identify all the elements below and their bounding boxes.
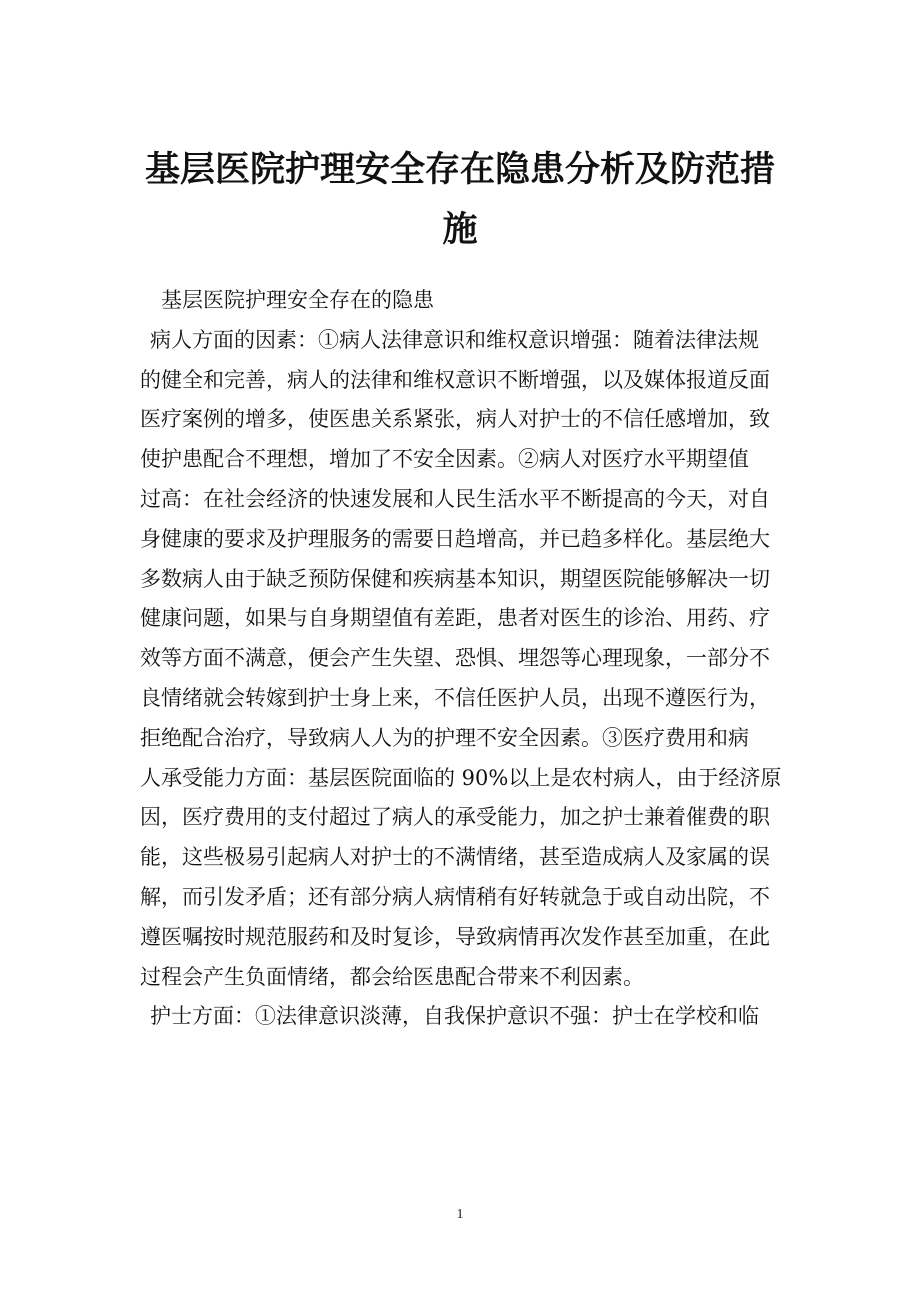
paragraph-line: 健康问题，如果与自身期望值有差距，患者对医生的诊治、用药、疗 bbox=[140, 606, 770, 631]
paragraph-line: 拒绝配合治疗，导致病人人为的护理不安全因素。③医疗费用和病 bbox=[140, 725, 749, 750]
paragraph-line: 良情绪就会转嫁到护士身上来，不信任医护人员，出现不遵医行为， bbox=[140, 685, 770, 710]
paragraph-line: 解，而引发矛盾；还有部分病人病情稍有好转就急于或自动出院，不 bbox=[140, 884, 770, 909]
title-line: 基层医院护理安全存在隐患分析及防范措 bbox=[144, 150, 775, 190]
paragraph-line: 能，这些极易引起病人对护士的不满情绪，甚至造成病人及家属的误 bbox=[140, 845, 770, 870]
paragraph-line: 过程会产生负面情绪，都会给医患配合带来不利因素。 bbox=[140, 964, 644, 989]
paragraph-line: 效等方面不满意，便会产生失望、恐惧、埋怨等心理现象，一部分不 bbox=[140, 646, 770, 671]
paragraph-line: 使护患配合不理想，增加了不安全因素。②病人对医疗水平期望值 bbox=[140, 447, 749, 472]
paragraph-line: 的健全和完善，病人的法律和维权意识不断增强，以及媒体报道反面 bbox=[140, 367, 770, 392]
paragraph-patient-factors bbox=[140, 321, 790, 998]
title-line: 施 bbox=[442, 210, 478, 250]
paragraph-nurse-factors bbox=[140, 997, 790, 1037]
paragraph-line: 因，医疗费用的支付超过了病人的承受能力，加之护士兼着催费的职 bbox=[140, 805, 770, 830]
paragraph-line: 护士方面：①法律意识淡薄，自我保护意识不强：护士在学校和临 bbox=[150, 1004, 759, 1029]
paragraph-line: 身健康的要求及护理服务的需要日趋增高，并已趋多样化。基层绝大 bbox=[140, 526, 770, 551]
section-heading: 基层医院护理安全存在的隐患 bbox=[161, 288, 434, 312]
document-body bbox=[140, 281, 790, 1037]
paragraph-line: 医疗案例的增多，使医患关系紧张，病人对护士的不信任感增加，致 bbox=[140, 407, 770, 432]
paragraph-line: 病人方面的因素：①病人法律意识和维权意识增强：随着法律法规 bbox=[150, 327, 759, 352]
paragraph-line: 遵医嘱按时规范服药和及时复诊，导致病情再次发作甚至加重，在此 bbox=[140, 924, 770, 949]
paragraph-line: 人承受能力方面：基层医院面临的 90%以上是农村病人，由于经济原 bbox=[140, 765, 782, 790]
paragraph-line: 多数病人由于缺乏预防保健和疾病基本知识，期望医院能够解决一切 bbox=[140, 566, 770, 591]
paragraph-line: 过高：在社会经济的快速发展和人民生活水平不断提高的今天，对自 bbox=[140, 486, 770, 511]
document-title bbox=[130, 140, 790, 260]
page-number: 1 bbox=[456, 1207, 464, 1222]
